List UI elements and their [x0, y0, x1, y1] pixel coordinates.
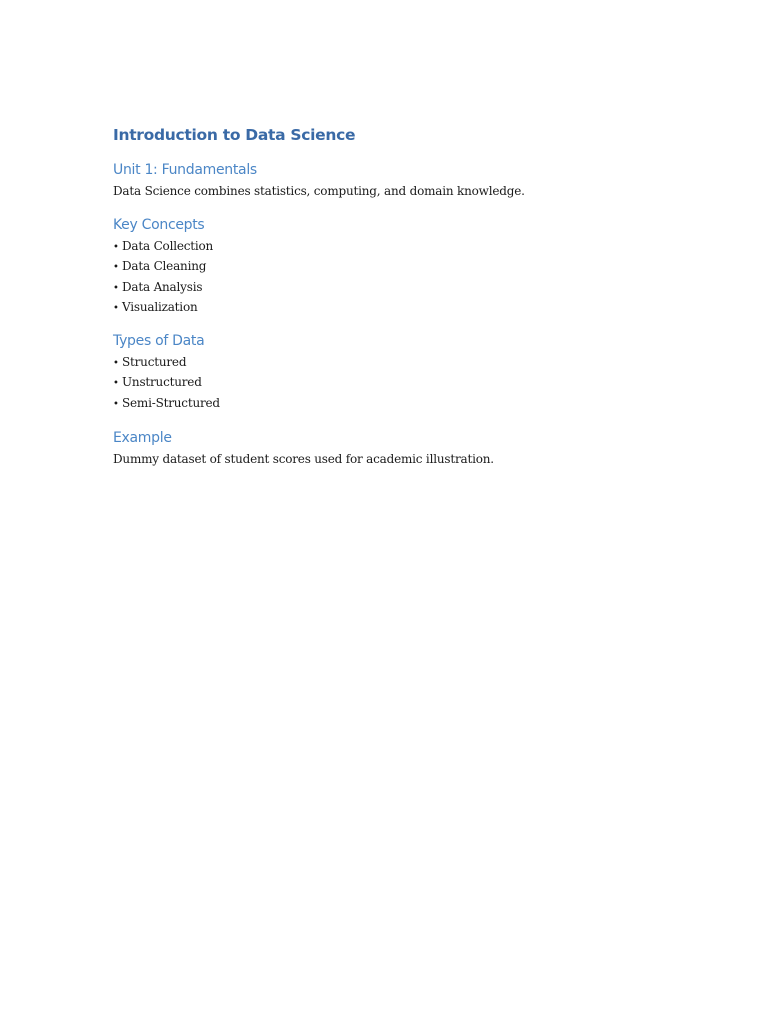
section-heading-key-concepts: Key Concepts	[113, 217, 205, 233]
list-item	[113, 373, 673, 393]
section-paragraph-unit-1: Data Science combines statistics, computing, and domain knowledge.	[113, 184, 525, 198]
list-item	[113, 237, 673, 257]
section-heading-example: Example	[113, 430, 172, 447]
document-title: Introduction to Data Science	[113, 126, 356, 144]
list-item-text: Data Analysis	[122, 279, 203, 294]
list-item-text: Data Collection	[122, 239, 214, 253]
list-item-text: Unstructured	[122, 375, 202, 390]
list-item-text: Visualization	[122, 299, 198, 314]
list-item-text: Structured	[122, 355, 187, 370]
list-item	[113, 394, 673, 414]
section-heading-unit-1: Unit 1: Fundamentals	[113, 162, 257, 178]
bullet-icon: •	[113, 302, 119, 314]
bullet-icon: •	[113, 262, 119, 274]
bullet-icon: •	[113, 398, 119, 410]
document-page	[113, 124, 673, 469]
section-paragraph-example: Dummy dataset of student scores used for academic illustration.	[113, 452, 494, 467]
list-item	[113, 298, 673, 318]
bullet-icon: •	[113, 242, 119, 253]
list-item	[113, 278, 673, 298]
bullet-icon: •	[113, 358, 119, 370]
bullet-icon: •	[113, 282, 119, 294]
list-item-text: Data Cleaning	[122, 259, 207, 274]
bullet-icon: •	[113, 378, 119, 390]
types-of-data-list	[113, 353, 673, 414]
list-item	[113, 257, 673, 277]
list-item	[113, 353, 673, 373]
key-concepts-list	[113, 237, 673, 318]
section-heading-types-of-data: Types of Data	[113, 333, 205, 350]
list-item-text: Semi-Structured	[122, 395, 220, 410]
